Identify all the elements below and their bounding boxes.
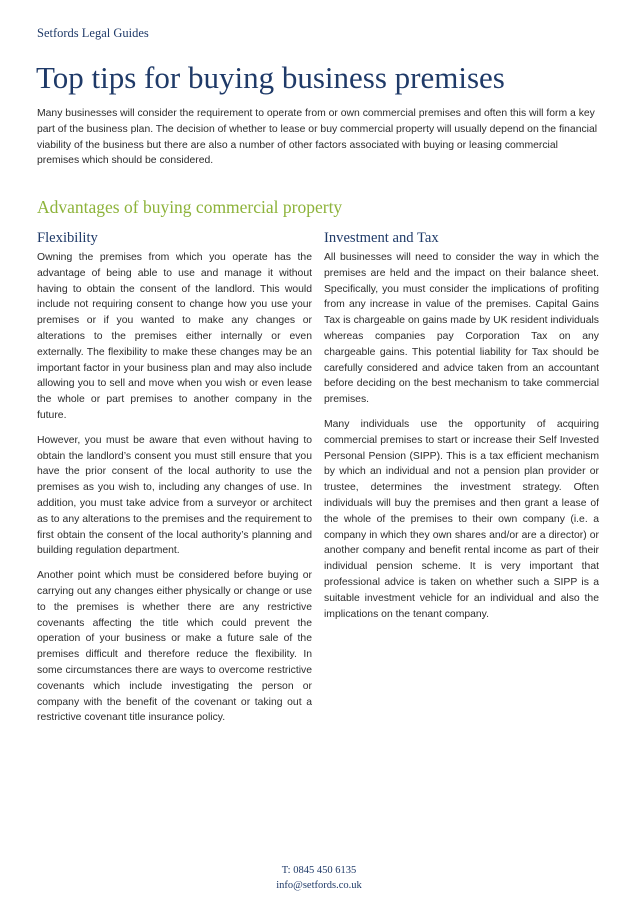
footer-phone: T: 0845 450 6135: [281, 865, 357, 876]
investment-tax-paragraph-1: All businesses will need to consider the way in which the premises are held and the impact on their balance sheet. Specifically, you must consider the implications of profiting from any increase in value of the premises. Capital Gains Tax is chargeable on gains made by UK resident individuals whereas companies pay Corporation Tax on any chargeable gains. This potential liability for Tax should be carefully considered and advice taken from an accountant before deciding on the best mechanism to take commercial premises.: [324, 252, 599, 406]
section-title: Advantages of buying commercial property: [37, 197, 343, 217]
flexibility-paragraph-1: Owning the premises from which you operate has the advantage of being able to use and manage it without having to obtain the consent of the landlord. This would include not requiring consent to change how you use your premises or if you wanted to make any changes or alterations to the premises either internally or even externally. The flexibility to make these changes may be an important factor in your business plan and may also include allowing you to sell and move when you wish or even lease the whole or part premises to another company in the future.: [37, 252, 312, 421]
page-title: Top tips for buying business premises: [36, 60, 505, 95]
brand-header: Setfords Legal Guides: [37, 26, 149, 40]
investment-tax-heading: Investment and Tax: [324, 230, 439, 246]
investment-tax-paragraph-2: Many individuals use the opportunity of acquiring commercial premises to start or increase their Self Invested Personal Pension (SIPP). This is a tax efficient mechanism by which an individual and not a pension plan provider or trustee, determines the investment strategy. Often individuals will buy the premises and then grant a lease of the whole of the premises to their own company (i.e. a company in which they own shares and/or are a director) or another company and benefit rental income as part of their individual pension scheme. It is very important that professional advice is taken on whether such a SIPP is a suitable investment vehicle for an individual and also the implications on the tenant company.: [324, 418, 599, 620]
intro-paragraph: Many businesses will consider the requirement to operate from or own commercial premises and often this will form a key part of the business plan. The decision of whether to lease or buy commercial property will usually depend on the financial viability of the business but there are also a number of other factors associated with buying or leasing commercial premises which should be considered.: [37, 108, 598, 167]
footer-contact: [0, 863, 638, 893]
flexibility-heading: Flexibility: [37, 230, 98, 246]
right-column: [324, 229, 599, 631]
flexibility-paragraph-2: However, you must be aware that even without having to obtain the landlord’s consent you must still ensure that you have the prior consent of the local authority to use the premises as you wish to, including any changes of use. In addition, you must take advice from a surveyor or architect as to any alterations to the premises and the requirement to first obtain the consent of the local authority’s planning and building regulation department.: [37, 434, 312, 557]
footer-email[interactable]: info@setfords.co.uk: [276, 880, 362, 891]
flexibility-paragraph-3: Another point which must be considered before buying or carrying out any changes either physically or change or use to the premises is whether there are any restrictive covenants affecting the title which could prevent the operation of your business or make a future sale of the premises difficult and therefore reduce the flexibility. In some circumstances there are ways to overcome restrictive covenants which include investigating the person or company with the benefit of the covenant or taking out a restrictive covenant title insurance policy.: [37, 570, 312, 724]
left-column: [37, 229, 312, 735]
